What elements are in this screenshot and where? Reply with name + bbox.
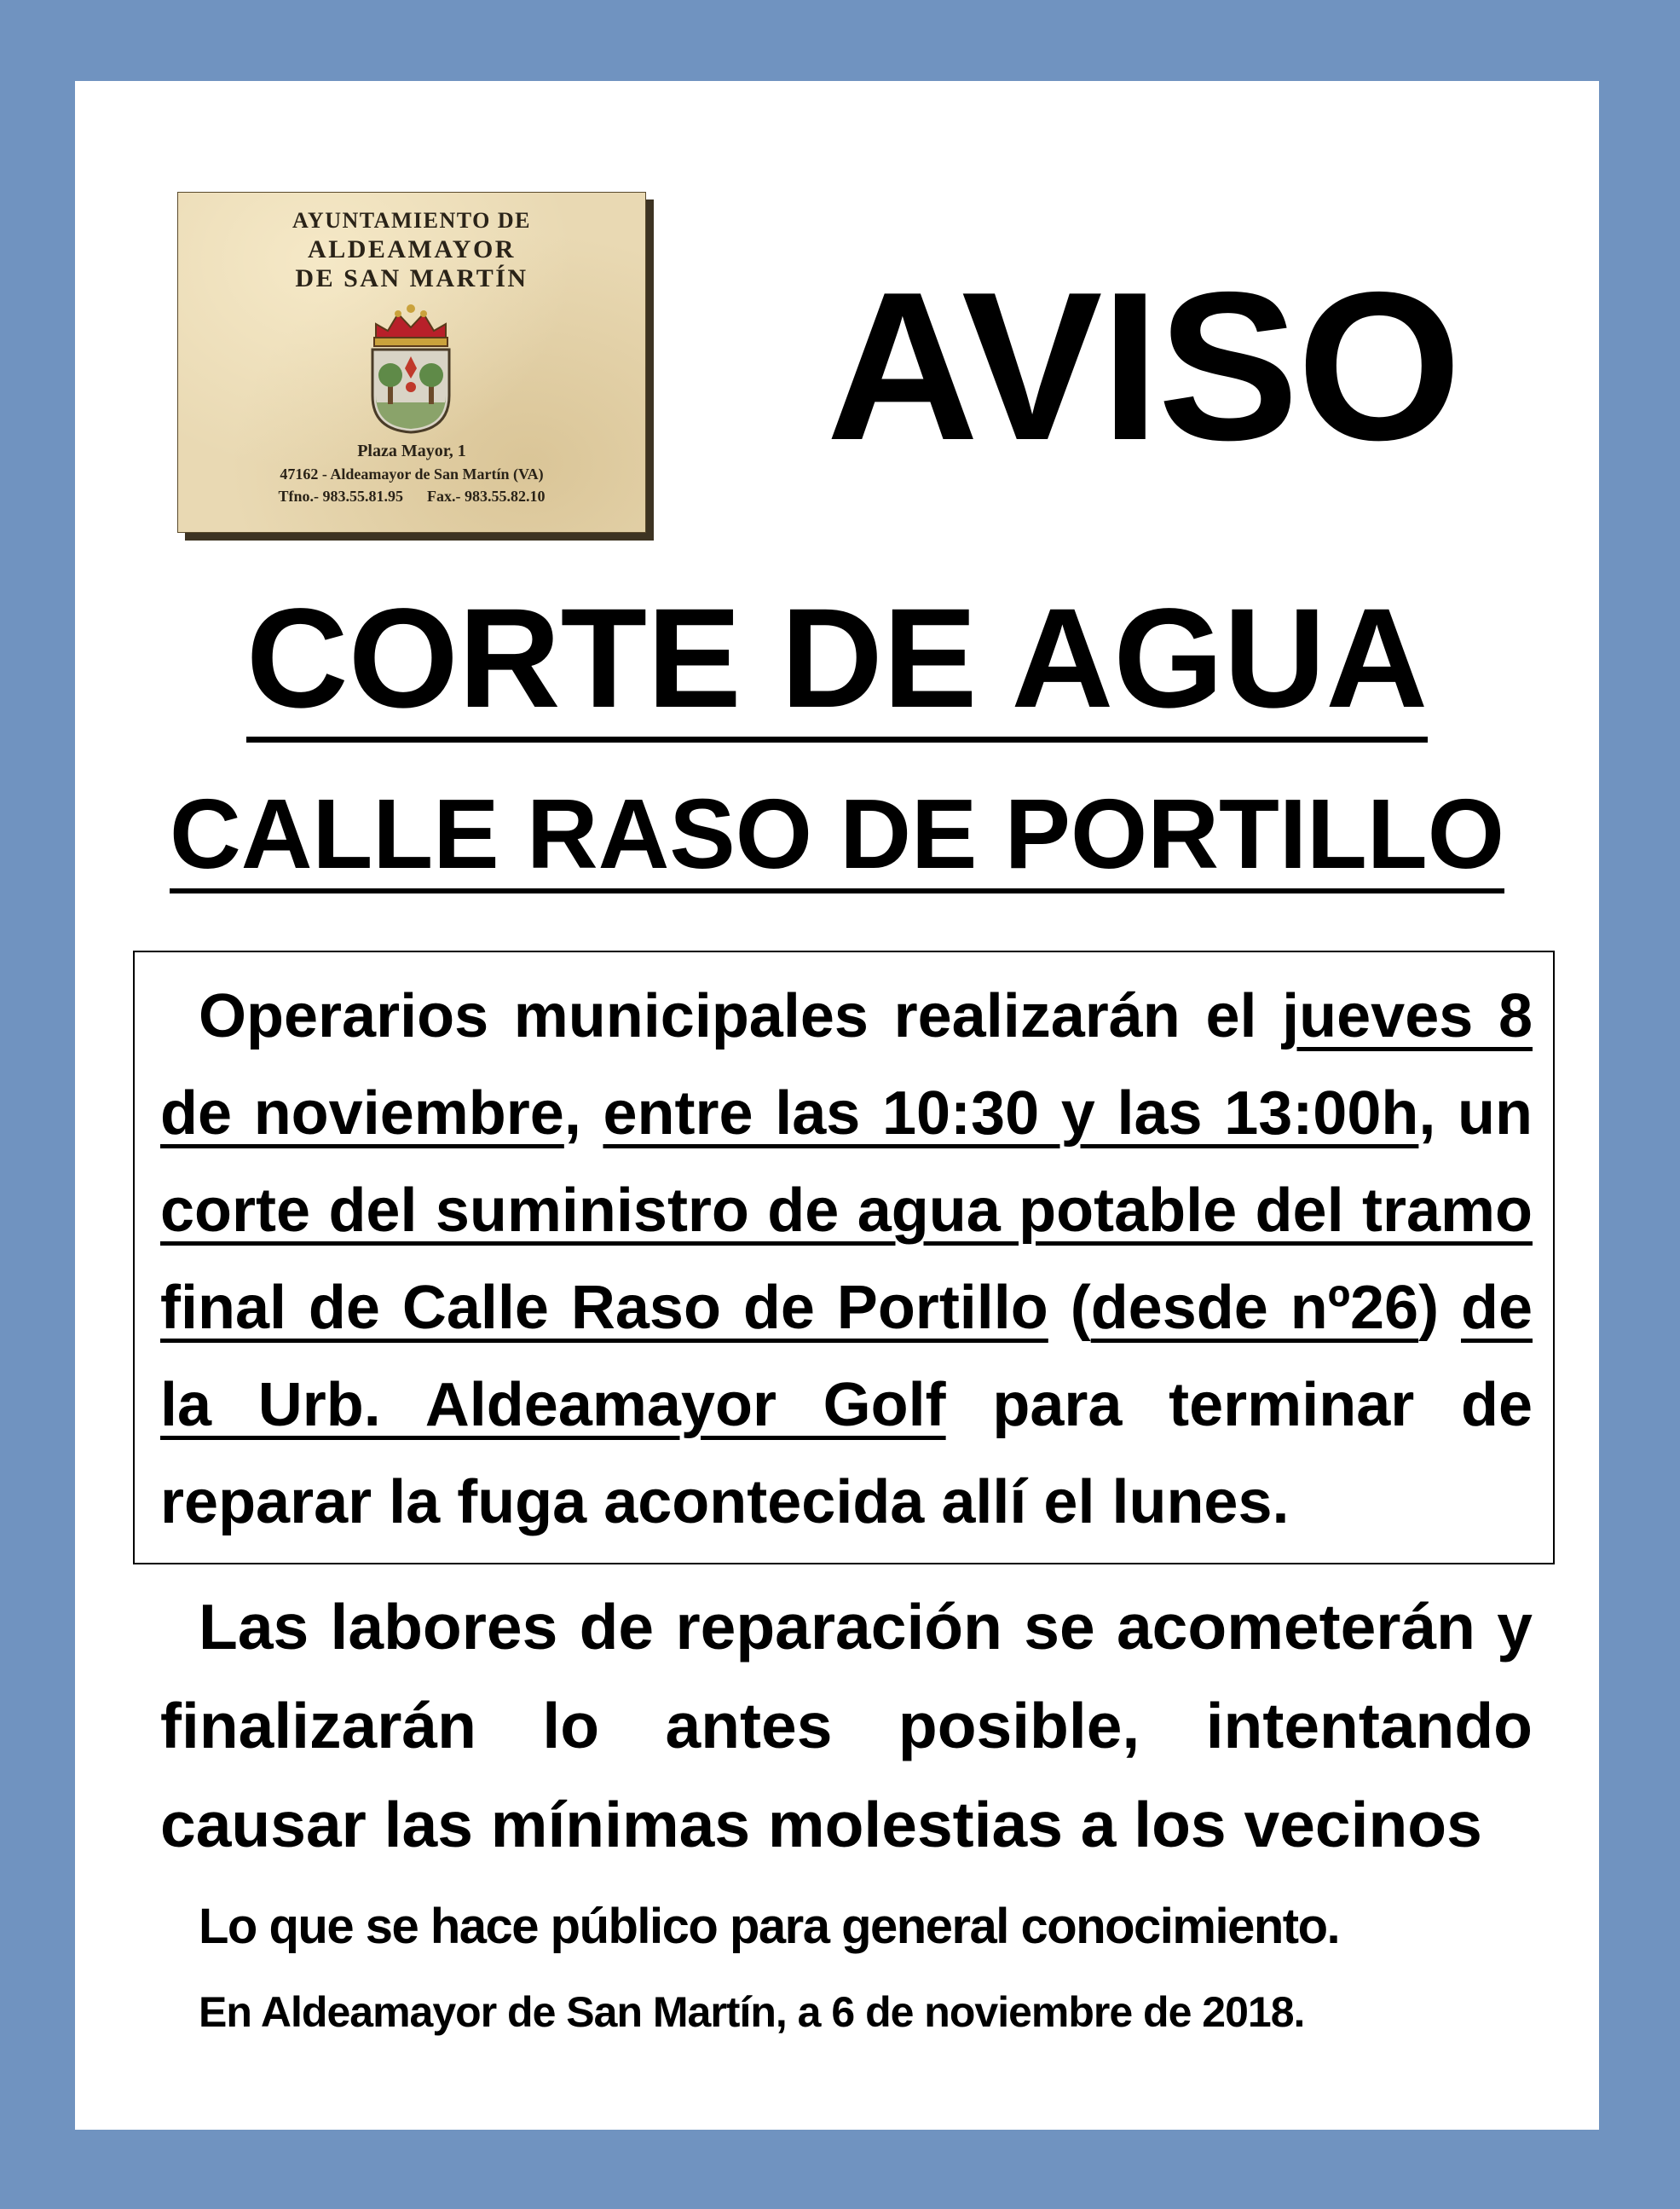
closing-line-1: Lo que se hace público para general conocimiento. [199, 1899, 1340, 1954]
notice-text-6: para terminar de reparar la fuga acontecida allí el lunes. [160, 1371, 1533, 1536]
title [75, 580, 1599, 743]
notice-text-5: ) [1418, 1274, 1461, 1342]
notice-from: desde nº26 [1090, 1274, 1419, 1342]
notice-date: jueves 8 de noviembre [160, 982, 1533, 1148]
logo-phone: Tfno.- 983.55.81.95 [278, 488, 403, 505]
logo-postal: 47162 - Aldeamayor de San Martín (VA) [280, 466, 544, 483]
logo-line-3: DE SAN MARTÍN [295, 264, 528, 292]
logo-line-2: ALDEAMAYOR [308, 235, 516, 263]
notice-paragraph [160, 968, 1533, 1551]
logo-fax: Fax.- 983.55.82.10 [427, 488, 546, 505]
closing-line-2: En Aldeamayor de San Martín, a 6 de noviembre de 2018. [199, 1988, 1305, 2036]
notice-location: de la Urb. Aldeamayor Golf [160, 1274, 1533, 1439]
title-text: CORTE DE AGUA [246, 588, 1428, 743]
subtitle [75, 778, 1599, 893]
logo-contact [178, 488, 645, 506]
logo-line-1: AYUNTAMIENTO DE [292, 208, 531, 233]
notice-text-3: , un [1418, 1079, 1533, 1148]
notice-cut: corte del suministro de agua potable del tramo final de Calle Raso de Portillo [160, 1177, 1533, 1342]
municipal-crest-icon [364, 302, 458, 434]
notice-text-4: ( [1048, 1274, 1091, 1342]
notice-page [75, 81, 1599, 2130]
logo-address: Plaza Mayor, 1 [357, 442, 466, 460]
subtitle-text: CALLE RASO DE PORTILLO [170, 784, 1504, 893]
repair-paragraph: Las labores de reparación se acometerán y finalizarán lo antes posible, intentando causar las mínimas molestias a los vecinos [160, 1591, 1533, 1860]
notice-text-2: , [563, 1079, 603, 1148]
notice-text-1: Operarios municipales realizarán el [199, 982, 1283, 1050]
notice-time: entre las 10:30 y las 13:00h [603, 1079, 1419, 1148]
town-hall-logo [177, 192, 646, 533]
headline-aviso: AVISO [826, 247, 1460, 484]
